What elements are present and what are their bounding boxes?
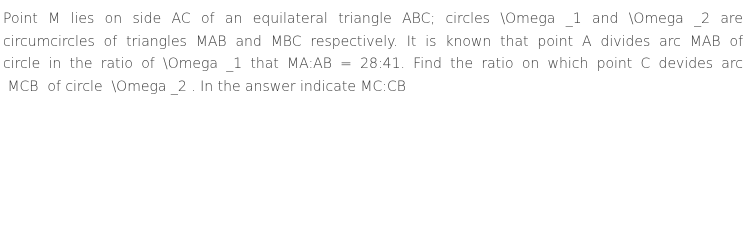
problem-line-4: MCB of circle \Omega _2 . In the answer indicate MC:CB xyxy=(3,78,406,95)
problem-text xyxy=(3,8,743,98)
problem-line-2: circumcircles of triangles MAB and MBC respectively. It is known that point A divides arc MAB of xyxy=(3,33,743,50)
problem-line-1: Point M lies on side AC of an equilateral triangle ABC; circles \Omega _1 and \Omega _2 are xyxy=(3,11,743,27)
problem-line-3: circle in the ratio of \Omega _1 that MA:AB = 28:41. Find the ratio on which point C devides arc xyxy=(3,56,743,72)
